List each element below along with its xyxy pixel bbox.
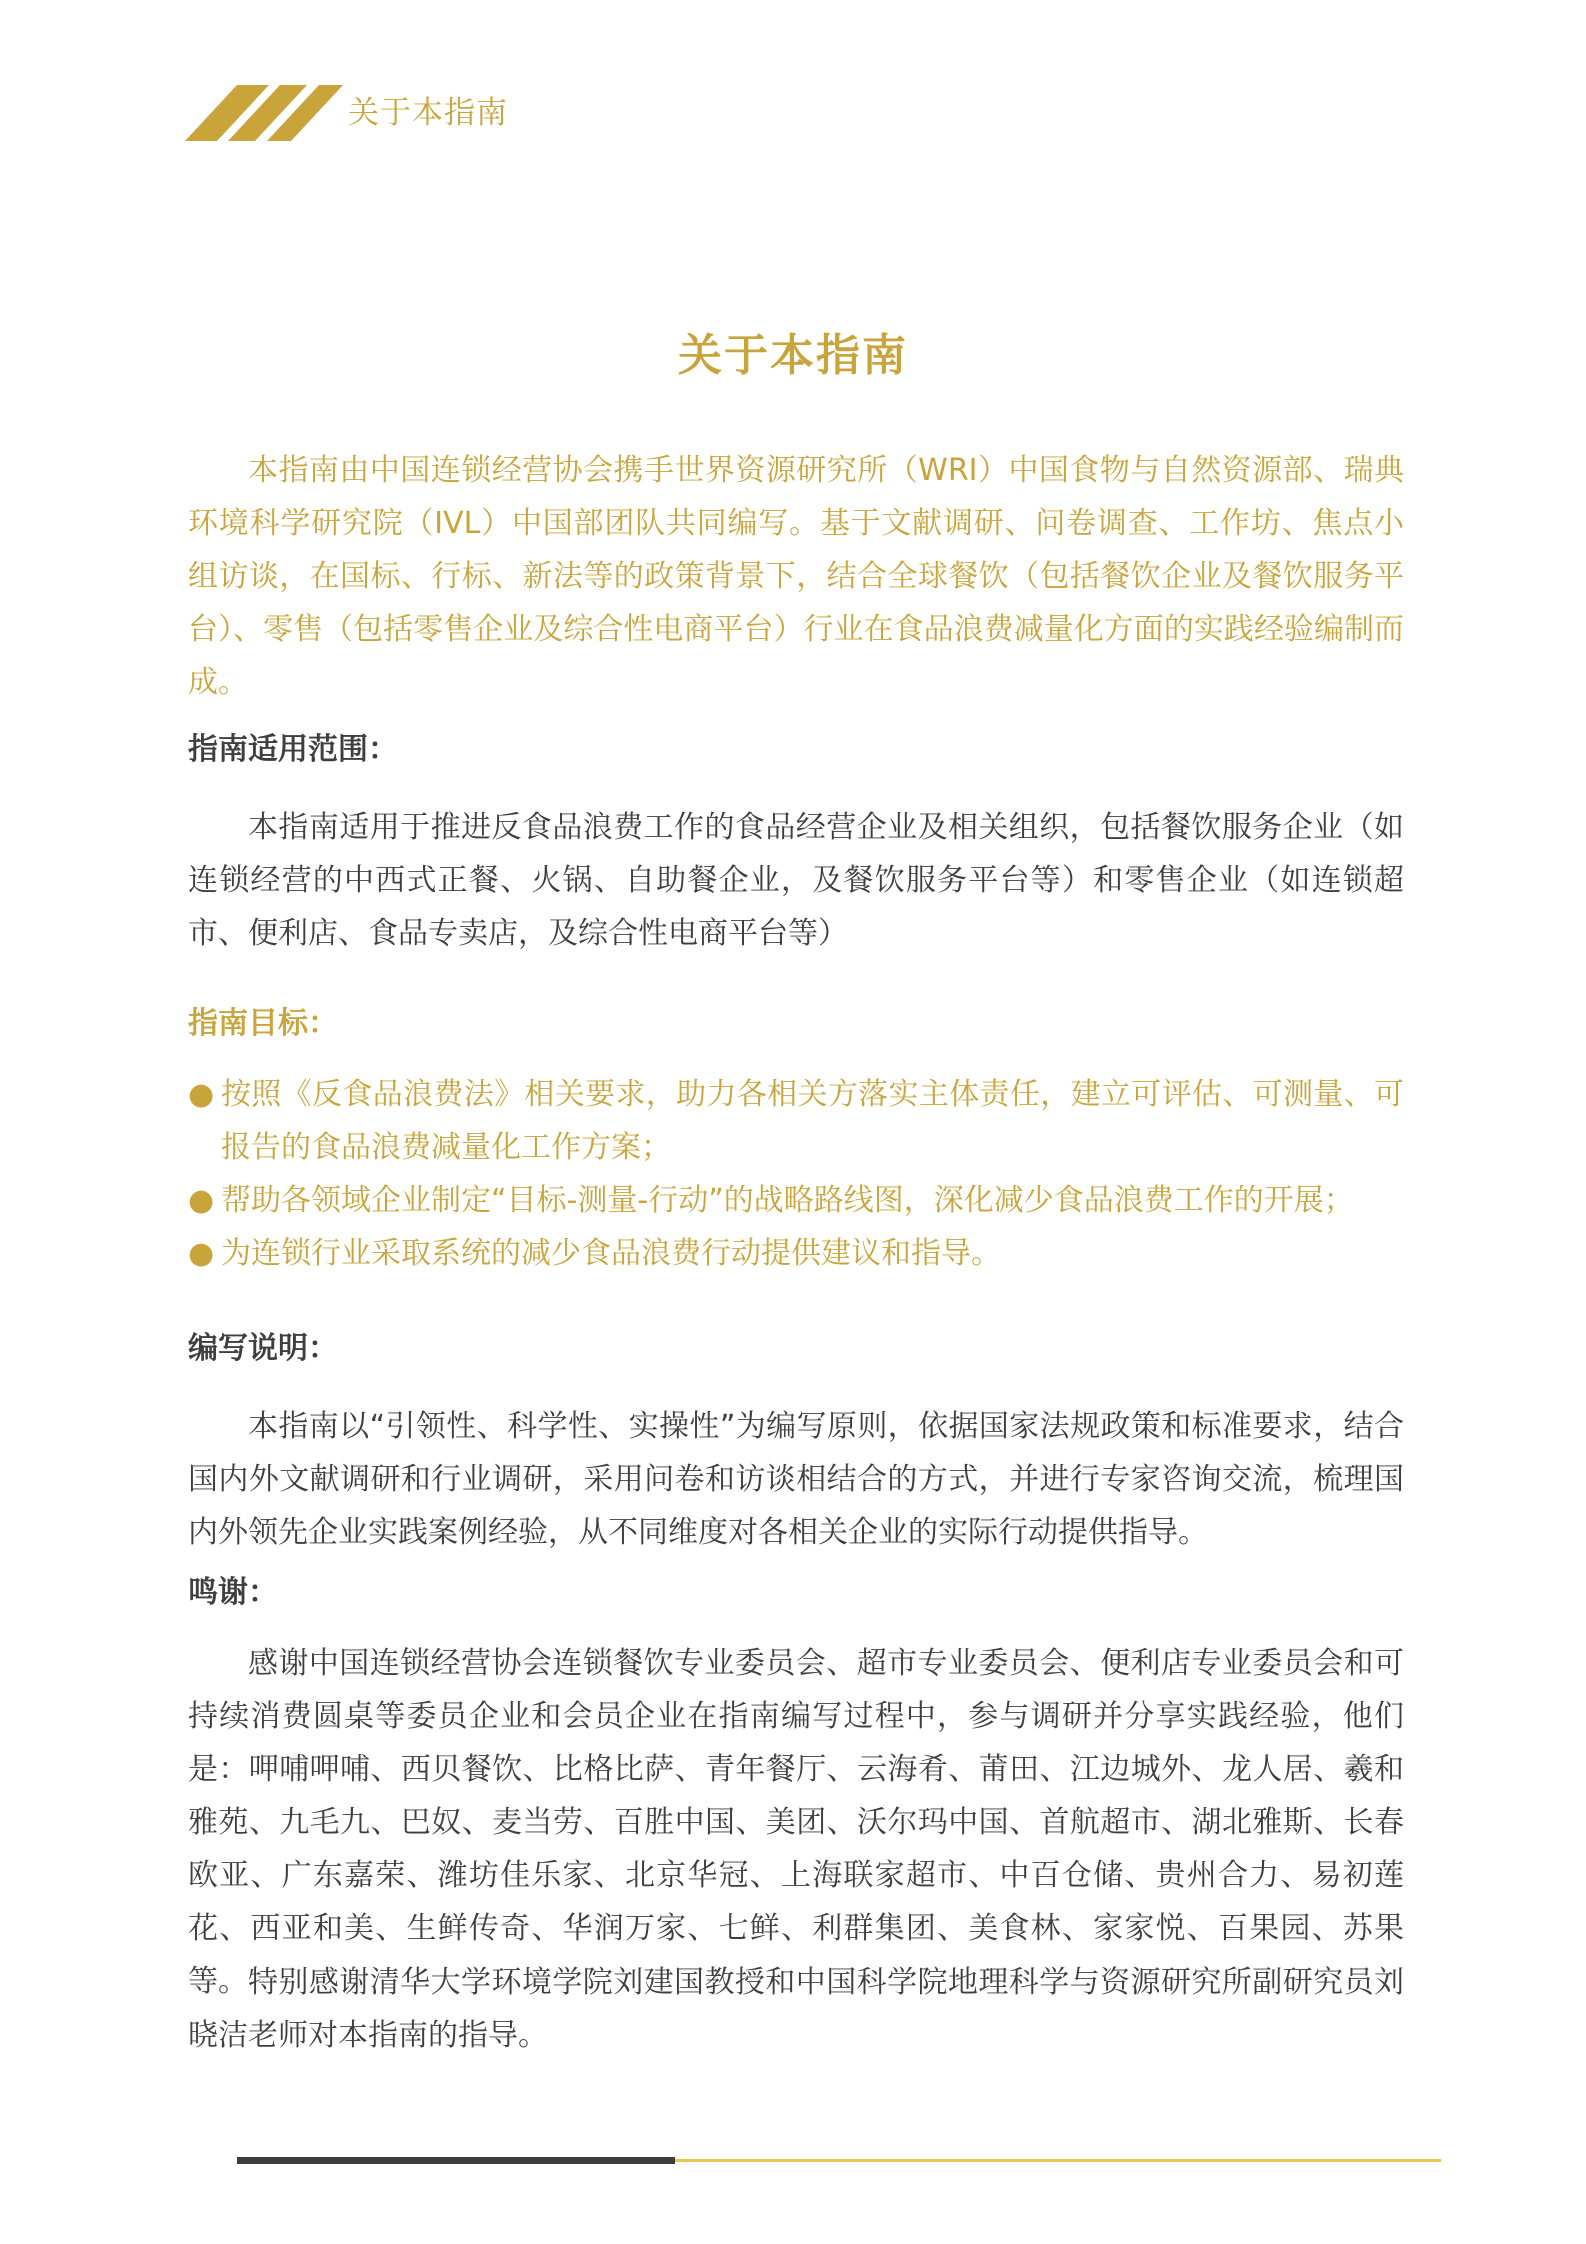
page-title: 关于本指南 xyxy=(678,330,908,382)
footer-rule-gold xyxy=(675,2159,1441,2162)
special-thanks-paragraph: 特别感谢清华大学环境学院刘建国教授和中国科学院地理科学与资源研究所副研究员刘晓洁老师对本指南的指导。 xyxy=(188,1965,1404,2053)
goals-heading: 指南目标： xyxy=(188,1006,338,1041)
header-title: 关于本指南 xyxy=(348,95,508,131)
bullet-icon: ● xyxy=(188,1183,215,1218)
scope-paragraph: 本指南适用于推进反食品浪费工作的食品经营企业及相关组织，包括餐饮服务企业（如连锁经营的中西式正餐、火锅、自助餐企业，及餐饮服务平台等）和零售企业（如连锁超市、便利店、食品专卖店，及综合性电商平台等） xyxy=(188,810,1404,951)
scope-heading: 指南适用范围： xyxy=(188,732,398,767)
goal-item-text: 帮助各领域企业制定“目标-测量-行动”的战略路线图，深化减少食品浪费工作的开展； xyxy=(221,1183,1354,1218)
writing-heading: 编写说明： xyxy=(188,1331,338,1366)
goals-list xyxy=(188,1068,1404,1280)
goal-item-text: 按照《反食品浪费法》相关要求，助力各相关方落实主体责任，建立可评估、可测量、可报告的食品浪费减量化工作方案； xyxy=(221,1077,1404,1165)
thanks-paragraph: 感谢中国连锁经营协会连锁餐饮专业委员会、超市专业委员会、便利店专业委员会和可持续消费圆桌等委员企业和会员企业在指南编写过程中，参与调研并分享实践经验，他们是：呷哺呷哺、西贝餐饮、比格比萨、青年餐厅、云海肴、莆田、江边城外、龙人居、羲和雅苑、九毛九、巴奴、麦当劳、百胜中国、美团、沃尔玛中国、首航超市、湖北雅斯、长春欧亚、广东嘉荣、潍坊佳乐家、北京华冠、上海联家超市、中百仓储、贵州合力、易初莲花、西亚和美、生鲜传奇、华润万家、七鲜、利群集团、美食林、家家悦、百果园、苏果等。 xyxy=(188,1646,1404,1999)
bullet-icon: ● xyxy=(188,1236,215,1271)
intro-paragraph: 本指南由中国连锁经营协会携手世界资源研究所（WRI）中国食物与自然资源部、瑞典环境科学研究院（IVL）中国部团队共同编写。基于文献调研、问卷调查、工作坊、焦点小组访谈，在国标、行标、新法等的政策背景下，结合全球餐饮（包括餐饮企业及餐饮服务平台）、零售（包括零售企业及综合性电商平台）行业在食品浪费减量化方面的实践经验编制而成。 xyxy=(188,453,1404,700)
goal-item xyxy=(188,1068,1404,1174)
header-stripes-logo xyxy=(185,85,350,142)
bullet-icon: ● xyxy=(188,1077,215,1112)
goal-item-text: 为连锁行业采取系统的减少食品浪费行动提供建议和指导。 xyxy=(221,1236,1001,1271)
goal-item xyxy=(188,1174,1404,1227)
thanks-heading: 鸣谢： xyxy=(188,1575,278,1610)
writing-paragraph: 本指南以“引领性、科学性、实操性”为编写原则，依据国家法规政策和标准要求，结合国内外文献调研和行业调研，采用问卷和访谈相结合的方式，并进行专家咨询交流，梳理国内外领先企业实践案例经验，从不同维度对各相关企业的实际行动提供指导。 xyxy=(188,1409,1404,1550)
footer-rule-dark xyxy=(237,2157,675,2164)
goal-item xyxy=(188,1227,1404,1280)
